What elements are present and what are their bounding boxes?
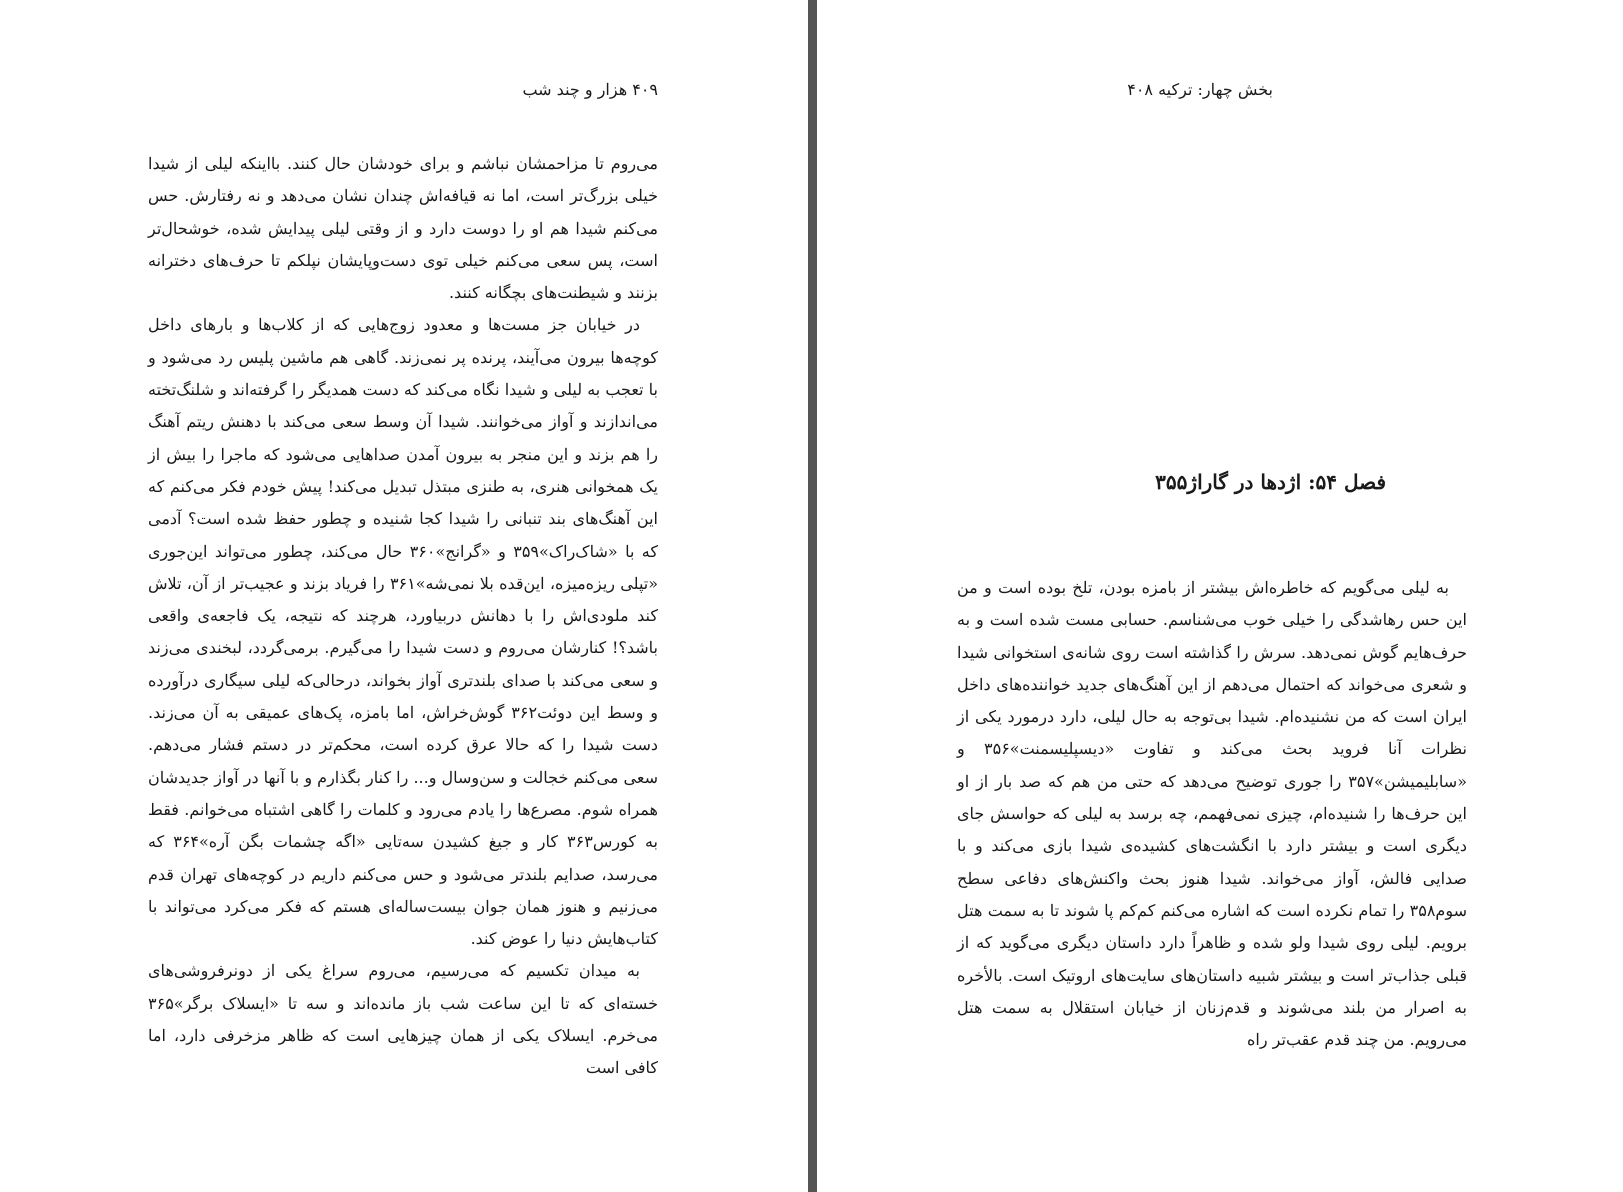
paragraph: به میدان تکسیم که می‌رسیم، می‌روم سراغ یکی از دونرفروشی‌های خسته‌ای که تا این ساعت شب باز مانده‌اند و سه تا «ایسلاک برگر»۳۶۵ می‌خرم. ایسلاک یکی از همان چیزهایی است که ظاهر مزخرفی دارد، اما کافی است — [148, 961, 658, 1078]
right-page-body — [957, 572, 1467, 1056]
running-head-left: ۴۰۹ هزار و چند شب — [522, 80, 658, 99]
chapter-title: فصل ۵۴: اژدها در گاراژ۳۵۵ — [1155, 470, 1386, 494]
left-page-body — [148, 148, 658, 1085]
paragraph: در خیابان جز مست‌ها و معدود زوج‌هایی که از کلاب‌ها و بارهای داخل کوچه‌ها بیرون می‌آیند، پرنده پر نمی‌زند. گاهی هم ماشین پلیس رد می‌شود و با تعجب به لیلی و شیدا نگاه می‌کند که دست همدیگر را گرفته‌اند و شلنگ‌تخته می‌اندازند و آواز می‌خوانند. شیدا آن وسط سعی می‌کند با دهنش ریتم آهنگ را هم بزند و این منجر به بیرون آمدن صداهایی می‌شود که ماجرا را بیش از یک همخوانی هنری، به طنزی مبتذل تبدیل می‌کند! پیش خودم فکر می‌کنم که این آهنگ‌های بند تنبانی را شیدا کجا شنیده و چطور حفظ شده است؟ آدمی که با «شاک‌راک»۳۵۹ و «گرانج»۳۶۰ حال می‌کند، چطور می‌تواند این‌جوری «تپلی ریزه‌میزه، این‌قده بلا نمی‌شه»۳۶۱ را فریاد بزند و عجیب‌تر از آن، تلاش کند ملودی‌اش را با دهانش دربیاورد، هرچند که نتیجه، یک فاجعه‌ی واقعی باشد؟! کنارشان می‌روم و دست شیدا را می‌گیرم. برمی‌گردد، لبخندی می‌زند و سعی می‌کند با صدای بلندتری آواز بخواند، درحالی‌که لیلی سیگاری درآورده و وسط این دوئت۳۶۲ گوش‌خراش، اما بامزه، پک‌های عمیقی به آن می‌زند. دست شیدا را که حالا عرق کرده است، محکم‌تر در دستم فشار می‌دهم. سعی می‌کنم خجالت و سن‌وسال و... را کنار بگذارم و با آنها در آواز جدیدشان همراه شوم. مصرع‌ها را یادم می‌رود و کلمات را گاهی اشتباه می‌خوانم. فقط به کورس۳۶۳ کار و جیغ کشیدن سه‌تایی «اگه چشمات بگن آره»۳۶۴ که می‌رسد، صدایم بلندتر می‌شود و حس می‌کنم داریم در کوچه‌های تهران قدم می‌زنیم و هنوز همان جوان بیست‌ساله‌ای هستم که فکر می‌کرد می‌تواند با کتاب‌هایش دنیا را عوض کند. — [148, 315, 659, 949]
paragraph: به لیلی می‌گویم که خاطره‌اش بیشتر از بامزه بودن، تلخ بوده است و من این حس رهاشدگی را خیلی خوب می‌شناسم. حسابی مست شده است و به حرف‌هایم گوش نمی‌دهد. سرش را گذاشته است روی شانه‌ی استخوانی شیدا و شعری می‌خواند که احتمال می‌دهم از این آهنگ‌های جدید خواننده‌های داخل ایران است که من نشنیده‌ام. شیدا بی‌توجه به حال لیلی، دارد درمورد یکی از نظرات آنا فروید بحث می‌کند و تفاوت «دیسپلیسمنت»۳۵۶ و «سابلیمیشن»۳۵۷ را جوری توضیح می‌دهد که حتی من هم که صد بار از او این حرف‌ها را شنیده‌ام، چیزی نمی‌فهمم، چه برسد به لیلی که حواسش جای دیگری است و بیشتر دارد با انگشت‌های کشیده‌ی شیدا بازی می‌کند و با صدایی فالش، آواز می‌خواند. شیدا هنوز بحث واکنش‌های دفاعی سطح سوم۳۵۸ را تمام نکرده است که اشاره می‌کنم کم‌کم پا شوند تا به سمت هتل برویم. لیلی روی شیدا ولو شده و ظاهراً دارد داستان دیگری می‌گوید که از قبلی جذاب‌تر است و بیشتر شبیه داستان‌های سایت‌های اروتیک است. بالأخره به اصرار من بلند می‌شوند و قدم‌زنان از خیابان استقلال به سمت هتل می‌رویم. من چند قدم عقب‌تر راه — [957, 578, 1468, 1050]
left-page — [0, 0, 808, 1192]
paragraph: می‌روم تا مزاحمشان نباشم و برای خودشان حال کنند. بااینکه لیلی از شیدا خیلی بزرگ‌تر است، اما نه قیافه‌اش چندان نشان می‌دهد و نه رفتارش. حس می‌کنم شیدا هم او را دوست دارد و از وقتی لیلی پیدایش شده، خوشحال‌تر است، پس سعی می‌کنم خیلی توی دست‌وپایشان نپلکم تا حرف‌های دخترانه بزنند و شیطنت‌های بچگانه کنند. — [148, 154, 658, 303]
book-spine — [808, 0, 817, 1192]
right-page — [817, 0, 1623, 1192]
running-head-right: بخش چهار: ترکیه ۴۰۸ — [1127, 80, 1273, 99]
